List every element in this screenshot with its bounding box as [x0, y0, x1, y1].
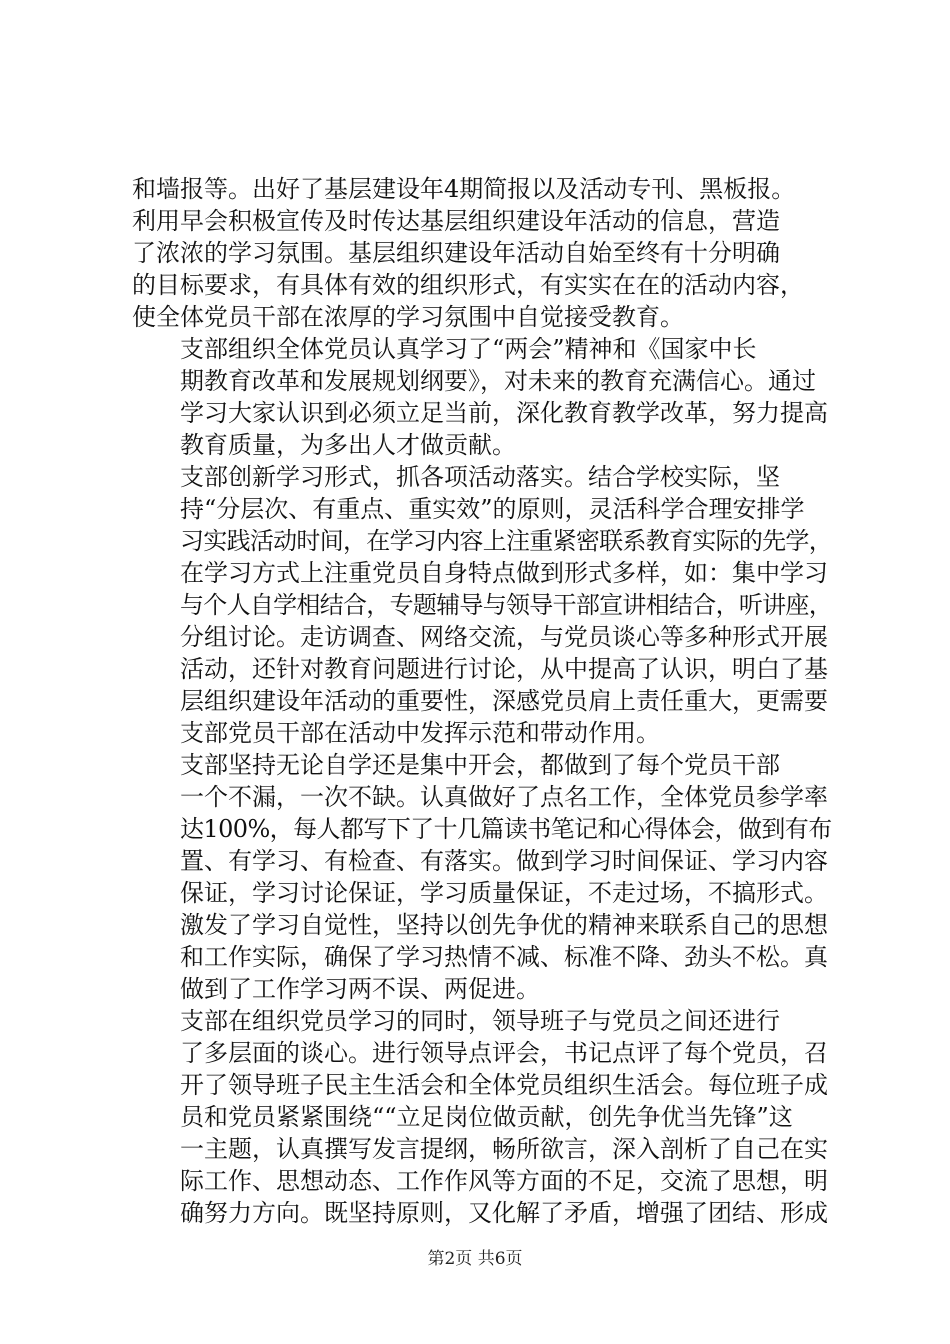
text-line: 学习大家认识到必须立足当前，深化教育教学改革，努力提高	[180, 399, 828, 427]
text-line: 分组讨论。走访调查、网络交流，与党员谈心等多种形式开展	[180, 623, 828, 651]
text-line: 利用早会积极宣传及时传达基层组织建设年活动的信息，营造	[132, 207, 780, 235]
text-line: 和墙报等。出好了基层建设年4期简报以及活动专刊、黑板报。	[132, 175, 796, 203]
text-line: 在学习方式上注重党员自身特点做到形式多样，如：集中学习	[180, 559, 828, 587]
text-line: 教育质量，为多出人才做贡献。	[180, 431, 516, 459]
text-line: 支部坚持无论自学还是集中开会，都做到了每个党员干部	[180, 751, 780, 779]
text-line: 层组织建设年活动的重要性，深感党员肩上责任重大，更需要	[180, 687, 828, 715]
text-line: 一主题，认真撰写发言提纲，畅所欲言，深入剖析了自己在实	[180, 1135, 828, 1163]
paragraph	[132, 333, 832, 461]
text-line: 一个不漏，一次不缺。认真做好了点名工作，全体党员参学率	[180, 783, 828, 811]
paragraph	[132, 461, 832, 749]
text-line: 活动，还针对教育问题进行讨论，从中提高了认识，明白了基	[180, 655, 828, 683]
text-line: 和工作实际，确保了学习热情不减、标准不降、劲头不松。真	[180, 943, 828, 971]
text-line: 保证，学习讨论保证，学习质量保证，不走过场，不搞形式。	[180, 879, 828, 907]
text-line: 持“分层次、有重点、重实效”的原则，灵活科学合理安排学	[180, 495, 805, 523]
text-line: 支部创新学习形式，抓各项活动落实。结合学校实际，坚	[180, 463, 780, 491]
text-line: 开了领导班子民主生活会和全体党员组织生活会。每位班子成	[180, 1071, 828, 1099]
text-line: 员和党员紧紧围绕““立足岗位做贡献，创先争优当先锋”这	[180, 1103, 793, 1131]
text-line: 际工作、思想动态、工作作风等方面的不足，交流了思想，明	[180, 1167, 828, 1195]
document-body	[132, 173, 832, 1229]
text-line: 习实践活动时间，在学习内容上注重紧密联系教育实际的先学，	[180, 527, 832, 555]
text-line: 达100%，每人都写下了十几篇读书笔记和心得体会，做到有布	[180, 815, 832, 843]
text-line: 与个人自学相结合，专题辅导与领导干部宣讲相结合，听讲座，	[180, 591, 832, 619]
text-line: 的目标要求，有具体有效的组织形式，有实实在在的活动内容，	[132, 271, 804, 299]
page-footer: 第2页 共6页	[427, 1249, 523, 1269]
text-line: 激发了学习自觉性，坚持以创先争优的精神来联系自己的思想	[180, 911, 828, 939]
text-line: 期教育改革和发展规划纲要》，对未来的教育充满信心。通过	[180, 367, 816, 395]
text-line: 置、有学习、有检查、有落实。做到学习时间保证、学习内容	[180, 847, 828, 875]
text-line: 确努力方向。既坚持原则，又化解了矛盾，增强了团结、形成	[180, 1199, 828, 1227]
paragraph	[132, 1005, 832, 1229]
paragraph	[132, 749, 832, 1005]
text-line: 支部组织全体党员认真学习了“两会”精神和《国家中长	[180, 335, 757, 363]
text-line: 了浓浓的学习氛围。基层组织建设年活动自始至终有十分明确	[132, 239, 780, 267]
text-line: 了多层面的谈心。进行领导点评会，书记点评了每个党员，召	[180, 1039, 828, 1067]
paragraph	[132, 173, 832, 333]
text-line: 使全体党员干部在浓厚的学习氛围中自觉接受教育。	[132, 303, 684, 331]
text-line: 支部在组织党员学习的同时，领导班子与党员之间还进行	[180, 1007, 780, 1035]
text-line: 做到了工作学习两不误、两促进。	[180, 975, 540, 1003]
text-line: 支部党员干部在活动中发挥示范和带动作用。	[180, 719, 660, 747]
